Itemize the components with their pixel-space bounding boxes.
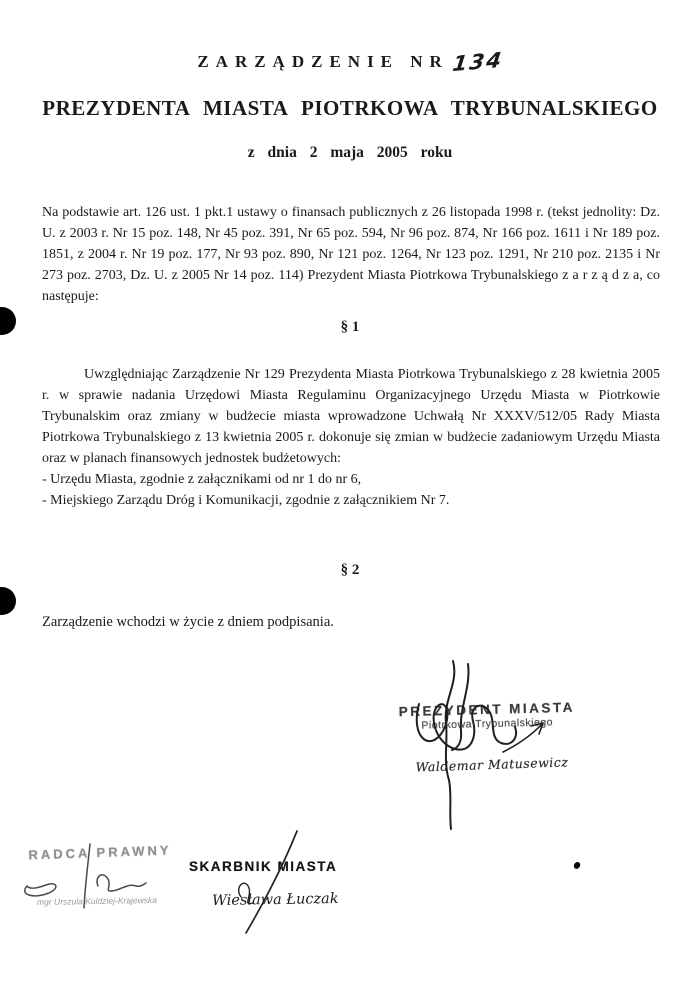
section-1-paragraph: Uwzględniając Zarządzenie Nr 129 Prezydenta Miasta Piotrkowa Trybunalskiego z 28 kwietnia 2005 r. w sprawie nadania Urzędowi Miasta Regulaminu Organizacyjnego Urzędu Miasta w Piotrkowie Trybunalskim oraz zmiany w budżecie miasta wprowadzone Uchwałą Nr XXXV/512/05 Rady Miasta Piotrkowa Trybunalskiego z 13 kwietnia 2005 r. dokonuje się zmian w budżecie zadaniowym Urzędu Miasta oraz w planach finansowych jednostek budżetowych: [42,367,660,466]
scan-hole-mark-bottom [0,587,16,615]
legal-basis-paragraph: Na podstawie art. 126 ust. 1 pkt.1 ustawy o finansach publicznych z 26 listopada 1998 r. (tekst jednolity: Dz. U. z 2003 r. Nr 15 poz. 148, Nr 45 poz. 391, Nr 65 poz. 594, Nr 96 poz. 874, Nr 166 poz. 1611 i Nr 189 poz. 1851, z 2004 r. Nr 19 poz. 177, Nr 93 poz. 890, Nr 121 poz. 1264, Nr 123 poz. 1291, Nr 210 poz. 2135 i Nr 273 poz. 2703, Dz. U. z 2005 Nr 14 poz. 114) Prezydent Miasta Piotrkowa Trybunalskiego z a r z ą d z a, co następuje: [42,205,660,304]
title-prefix: ZARZĄDZENIE NR [197,52,449,71]
section-1-mark: § 1 [340,319,360,335]
section-2-paragraph: Zarządzenie wchodzi w życie z dniem podpisania. [42,614,334,630]
section-1-item-1: - Urzędu Miasta, zgodnie z załącznikami od nr 1 do nr 6, [42,472,362,487]
legal-counsel-name: mgr Urszula Kuldziej-Krajewska [36,894,158,908]
president-stamp-subtitle: Piotrkowa Trybunalskiego [421,716,554,732]
treasurer-stamp: SKARBNIK MIASTA [189,859,338,874]
president-name: Waldemar Matusewicz [415,754,569,775]
president-stamp-title: PREZYDENT MIASTA [398,699,576,720]
legal-counsel-stamp: RADCA PRAWNY [28,842,172,863]
date-line: z dnia 2 maja 2005 roku [247,144,453,161]
issuing-authority: PREZYDENTA MIASTA PIOTRKOWA TRYBUNALSKIEGO [42,96,658,120]
section-1-body [42,364,660,511]
section-1-item-2: - Miejskiego Zarządu Dróg i Komunikacji, zgodnie z załącznikiem Nr 7. [42,493,450,508]
ink-dot-artifact [573,861,581,870]
document-title [0,47,700,77]
president-stamp [392,700,583,733]
treasurer-name: Wiesława Łuczak [211,890,339,910]
section-2-mark: § 2 [340,562,360,578]
handwritten-ordinance-number: 134 [450,47,505,77]
